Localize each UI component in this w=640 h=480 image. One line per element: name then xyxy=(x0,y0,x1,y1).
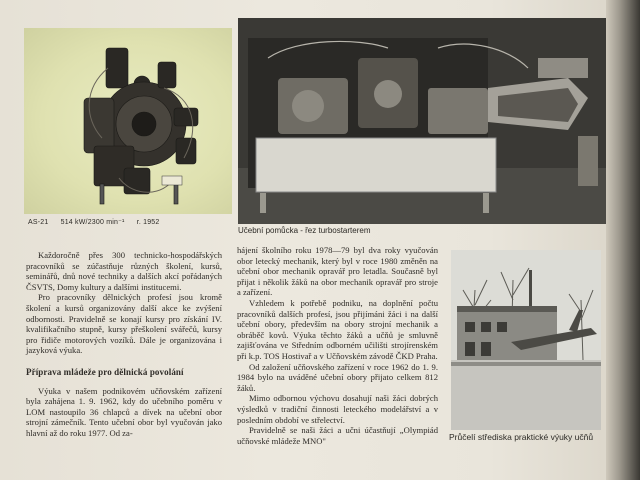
building-caption: Průčelí střediska praktické výuky učňů xyxy=(449,432,594,442)
page-edge-shadow xyxy=(606,0,640,480)
paragraph: Každoročně přes 300 technicko-hospodářských pracovníků se zúčastňuje různých školení, kursů, seminářů, dnů nové techniky a dalších akcí pořádaných ČSVTS, Domy kultury a dalšími institucemi. xyxy=(26,250,222,292)
engine-model: AS-21 xyxy=(28,219,49,226)
text-column-2 xyxy=(237,245,438,446)
paragraph: Pravidelně se naši žáci a učni účastňují „Olympiád učňovské mládeže MNO" xyxy=(237,425,438,446)
text-column-1 xyxy=(26,250,222,439)
section-heading: Příprava mládeže pro dělnická povolání xyxy=(26,366,184,377)
paragraph: Vzhledem k potřebě podniku, na doplnění počtu pracovníků dalších profesí, jsou přijímáni žáci i na další učební obory, především na obory strojní mechanik a obráběč kovů. Výuka těchto žáků a učňů je smluvně zajišťována ve Středním odborném učilišti strojírenském při k.p. TOS Hostivař a v Učňovském závodě ČKD Praha. xyxy=(237,297,438,361)
paragraph: Pro pracovníky dělnických profesí jsou kromě školení a kursů organizovány další akce ke zvýšení odbornosti. Pravidelně se konají kursy pro získání IV. kvalifikačního stupně, kursy přeškolení svářečů, kursy pro řidiče motorových vozíků. Dále je organizována i jazyková výuka. xyxy=(26,292,222,356)
paragraph: Mimo odbornou výchovu dosahují naši žáci dobrých výsledků v tradiční činnosti leteckého modelářství a v posledním období ve střelectví. xyxy=(237,393,438,425)
paragraph: hájení školního roku 1978—79 byl dva roky vyučován obor letecký mechanik, který byl v roce 1980 změněn na učební obor mechanik opravář pro letadla. Současně byl přijat i několik žáků na obor mechanik opravář pro stroje a zařízení. xyxy=(237,245,438,298)
training-centre-photo xyxy=(451,250,601,430)
paragraph: Výuka v našem podnikovém učňovském zařízení byla zahájena 1. 9. 1962, kdy do učebního poměru v LOM nastoupilo 36 chlapců a dívek na učební obor strojní zámečník. Tento učební obor byl vyučován jako hlavní až do roku 1977. Od za- xyxy=(26,385,222,438)
turbostarter-caption: Učební pomůcka - řez turbostarterem xyxy=(238,226,371,235)
engine-power: 514 kW/2300 min⁻¹ xyxy=(60,219,125,226)
radial-engine-photo xyxy=(24,28,232,214)
turbostarter-cutaway-photo xyxy=(238,18,606,224)
paragraph: Od založení učňovského zařízení v roce 1962 do 1. 9. 1984 bylo na uváděné učební obory přijato celkem 812 žáků. xyxy=(237,361,438,393)
engine-caption xyxy=(28,218,170,226)
engine-year: r. 1952 xyxy=(136,219,160,226)
